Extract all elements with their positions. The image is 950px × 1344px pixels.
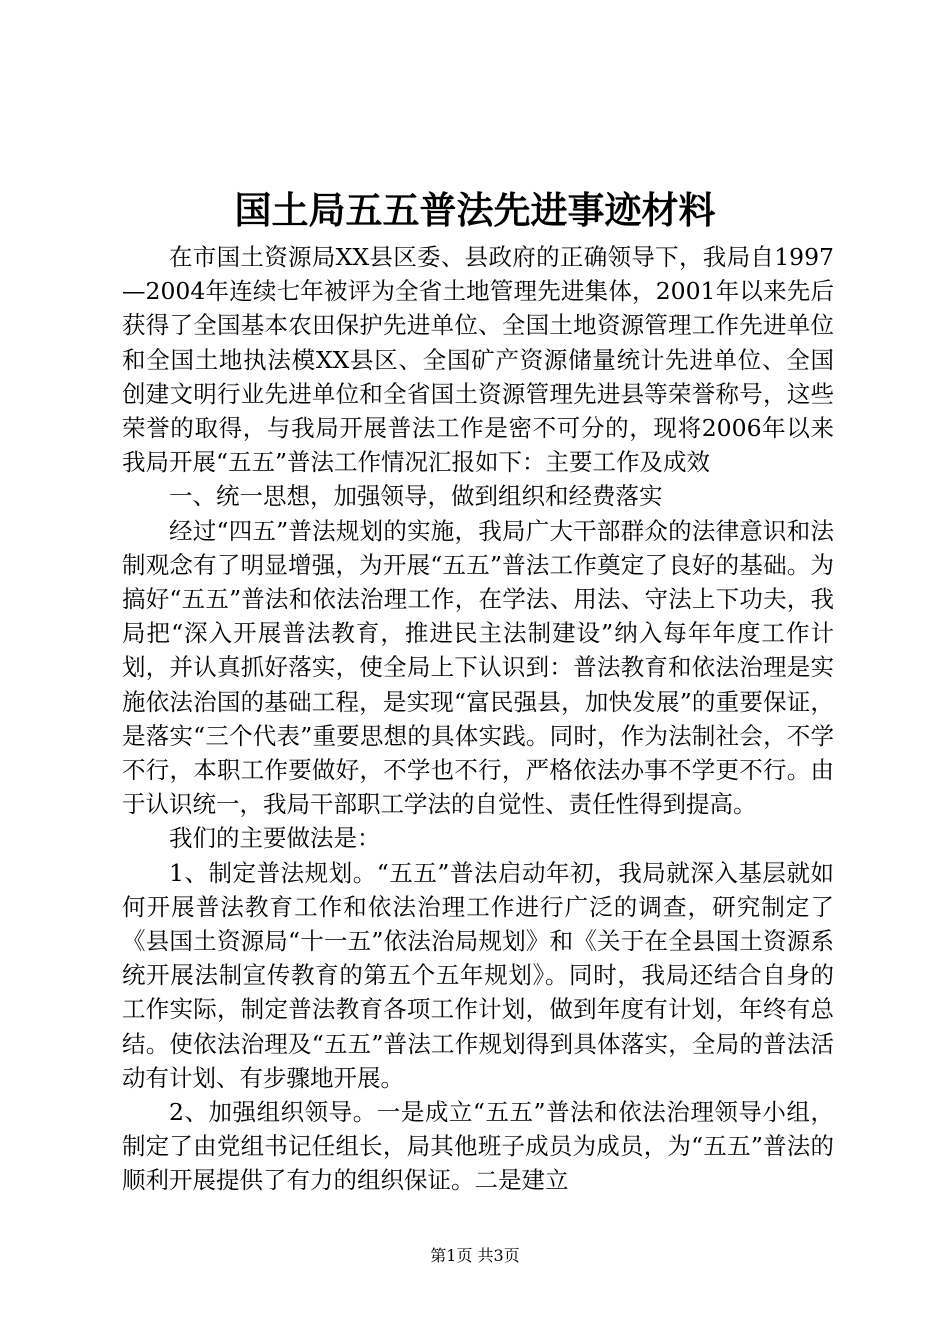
- document-body: [122, 240, 834, 1198]
- paragraph-intro: 在市国土资源局XX县区委、县政府的正确领导下，我局自1997—2004年连续七年被评为全省土地管理先进集体，2001年以来先后获得了全国基本农田保护先进单位、全国土地资源管理工作先进单位和全国土地执法模XX县区、全国矿产资源储量统计先进单位、全国创建文明行业先进单位和全省国土资源管理先进县等荣誉称号，这些荣誉的取得，与我局开展普法工作是密不可分的，现将2006年以来我局开展“五五”普法工作情况汇报如下：主要工作及成效: [122, 243, 834, 477]
- paragraph-section-1: 经过“四五”普法规划的实施，我局广大干部群众的法律意识和法制观念有了明显增强，为开展“五五”普法工作奠定了良好的基础。为搞好“五五”普法和依法治理工作，在学法、用法、守法上下功夫，我局把“深入开展普法教育，推进民主法制建设”纳入每年年度工作计划，并认真抓好落实，使全局上下认识到：普法教育和依法治理是实施依法治国的基础工程，是实现“富民强县，加快发展”的重要保证，是落实“三个代表”重要思想的具体实践。同时，作为法制社会，不学不行，本职工作要做好，不学也不行，严格依法办事不学更不行。由于认识统一，我局干部职工学法的自觉性、责任性得到提高。: [122, 516, 834, 819]
- document-title: 国土局五五普法先进事迹材料: [234, 188, 716, 232]
- section-heading-1: 一、统一思想，加强领导，做到组织和经费落实: [169, 482, 663, 511]
- paragraph-item-2: 2、加强组织领导。一是成立“五五”普法和依法治理领导小组，制定了由党组书记任组长，局其他班子成员为成员，为“五五”普法的顺利开展提供了有力的组织保证。二是建立: [122, 1098, 834, 1195]
- paragraph-item-1: 1、制定普法规划。“五五”普法启动年初，我局就深入基层就如何开展普法教育工作和依法治理工作进行广泛的调查，研究制定了《县国土资源局“十一五”依法治局规划》和《关于在全县国土资源系统开展法制宣传教育的第五个五年规划》。同时，我局还结合自身的工作实际，制定普法教育各项工作计划，做到年度有计划，年终有总结。使依法治理及“五五”普法工作规划得到具体落实，全局的普法活动有计划、有步骤地开展。: [122, 858, 834, 1092]
- page-footer: 第1页 共3页: [430, 1246, 520, 1265]
- paragraph-methods-intro: 我们的主要做法是：: [169, 824, 381, 853]
